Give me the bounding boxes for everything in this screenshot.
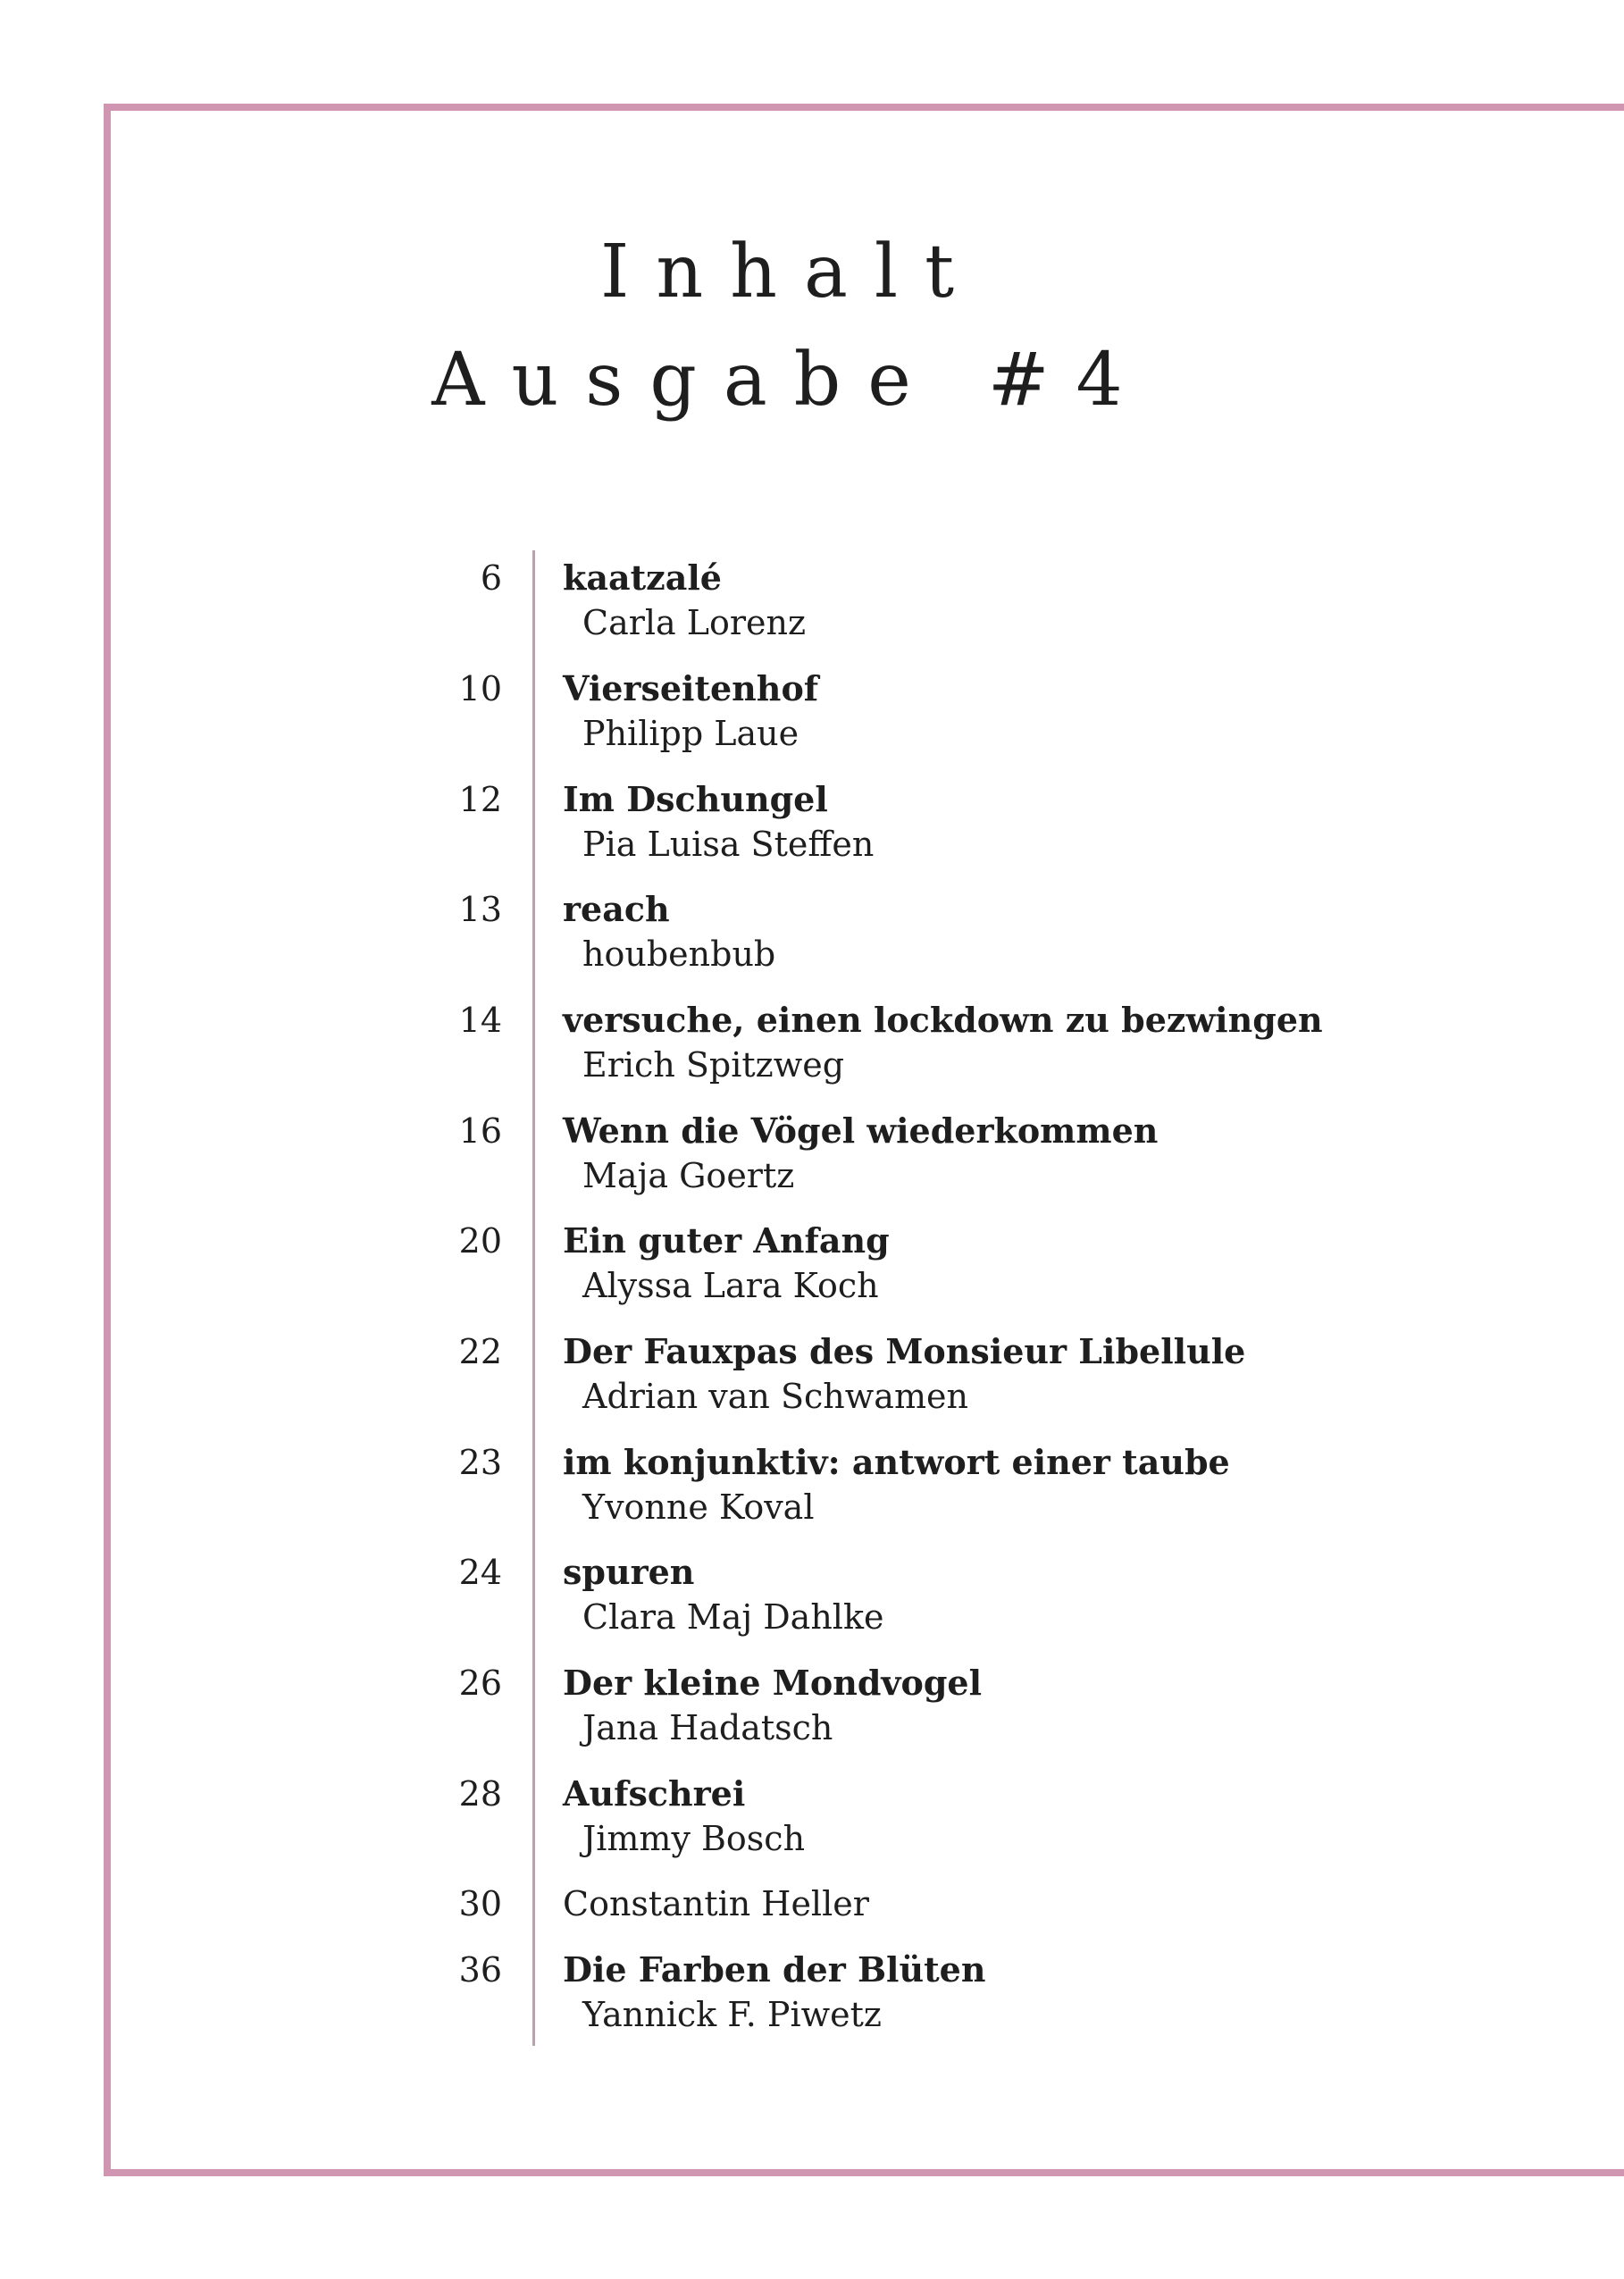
toc-page-number: 36 (458, 1950, 502, 1990)
toc-entry-author: Adrian van Schwamen (582, 1377, 968, 1416)
toc-entry-author: Erich Spitzweg (582, 1045, 845, 1085)
toc-page-number: 14 (458, 1001, 502, 1040)
toc-entry-author: Alyssa Lara Koch (582, 1266, 879, 1305)
toc-entry-title: reach (563, 889, 670, 929)
toc-entry-author: Maja Goertz (582, 1156, 795, 1195)
toc-entry-title: Im Dschungel (563, 779, 828, 819)
toc-page-number: 12 (458, 780, 502, 819)
toc-entry-author: Clara Maj Dahlke (582, 1597, 884, 1637)
toc-page-number: 13 (458, 890, 502, 929)
toc-page-number: 6 (480, 558, 502, 598)
toc-entry-author: houbenbub (582, 934, 776, 974)
page-title: Inhalt (599, 230, 982, 314)
toc-page-number: 24 (458, 1553, 502, 1592)
toc-entry-title: Der Fauxpas des Monsieur Libellule (563, 1331, 1246, 1371)
issue-subtitle: Ausgabe #4 (431, 338, 1150, 423)
toc-entry-title: Der kleine Mondvogel (563, 1663, 983, 1703)
toc-entry-author: Yvonne Koval (582, 1487, 815, 1527)
toc-entry-title: Ein guter Anfang (563, 1220, 890, 1261)
toc-entry-author: Carla Lorenz (582, 603, 807, 642)
toc-page-number: 23 (458, 1443, 502, 1482)
toc-page-number: 16 (458, 1111, 502, 1151)
toc-entry-author: Jimmy Bosch (582, 1819, 806, 1858)
toc-page-number: 28 (458, 1774, 502, 1814)
toc-entry-author: Jana Hadatsch (582, 1708, 833, 1747)
toc-page-number: 22 (458, 1332, 502, 1371)
toc-entry-title: Die Farben der Blüten (563, 1949, 986, 1990)
toc-page-number: 26 (458, 1663, 502, 1703)
toc-entry-author: Philipp Laue (582, 714, 799, 753)
toc-entry-title: versuche, einen lockdown zu bezwingen (563, 1000, 1323, 1040)
toc-page-number: 10 (458, 669, 502, 708)
toc-entry-author: Pia Luisa Steffen (582, 825, 875, 864)
toc-entry-title: im konjunktiv: antwort einer taube (563, 1442, 1230, 1482)
toc-entry-author: Yannick F. Piwetz (582, 1995, 882, 2034)
toc-entry-title: Vierseitenhof (563, 668, 819, 708)
toc-entry-title: Wenn die Vögel wiederkommen (563, 1110, 1159, 1151)
toc-entry-title: Aufschrei (563, 1773, 746, 1814)
toc-page-number: 30 (458, 1884, 502, 1923)
toc-entry-title: spuren (563, 1552, 695, 1592)
toc-divider (532, 550, 535, 2046)
toc-page-number: 20 (458, 1221, 502, 1261)
toc-entry-title: kaatzalé (563, 557, 722, 598)
toc-entry-title: Constantin Heller (563, 1884, 869, 1923)
